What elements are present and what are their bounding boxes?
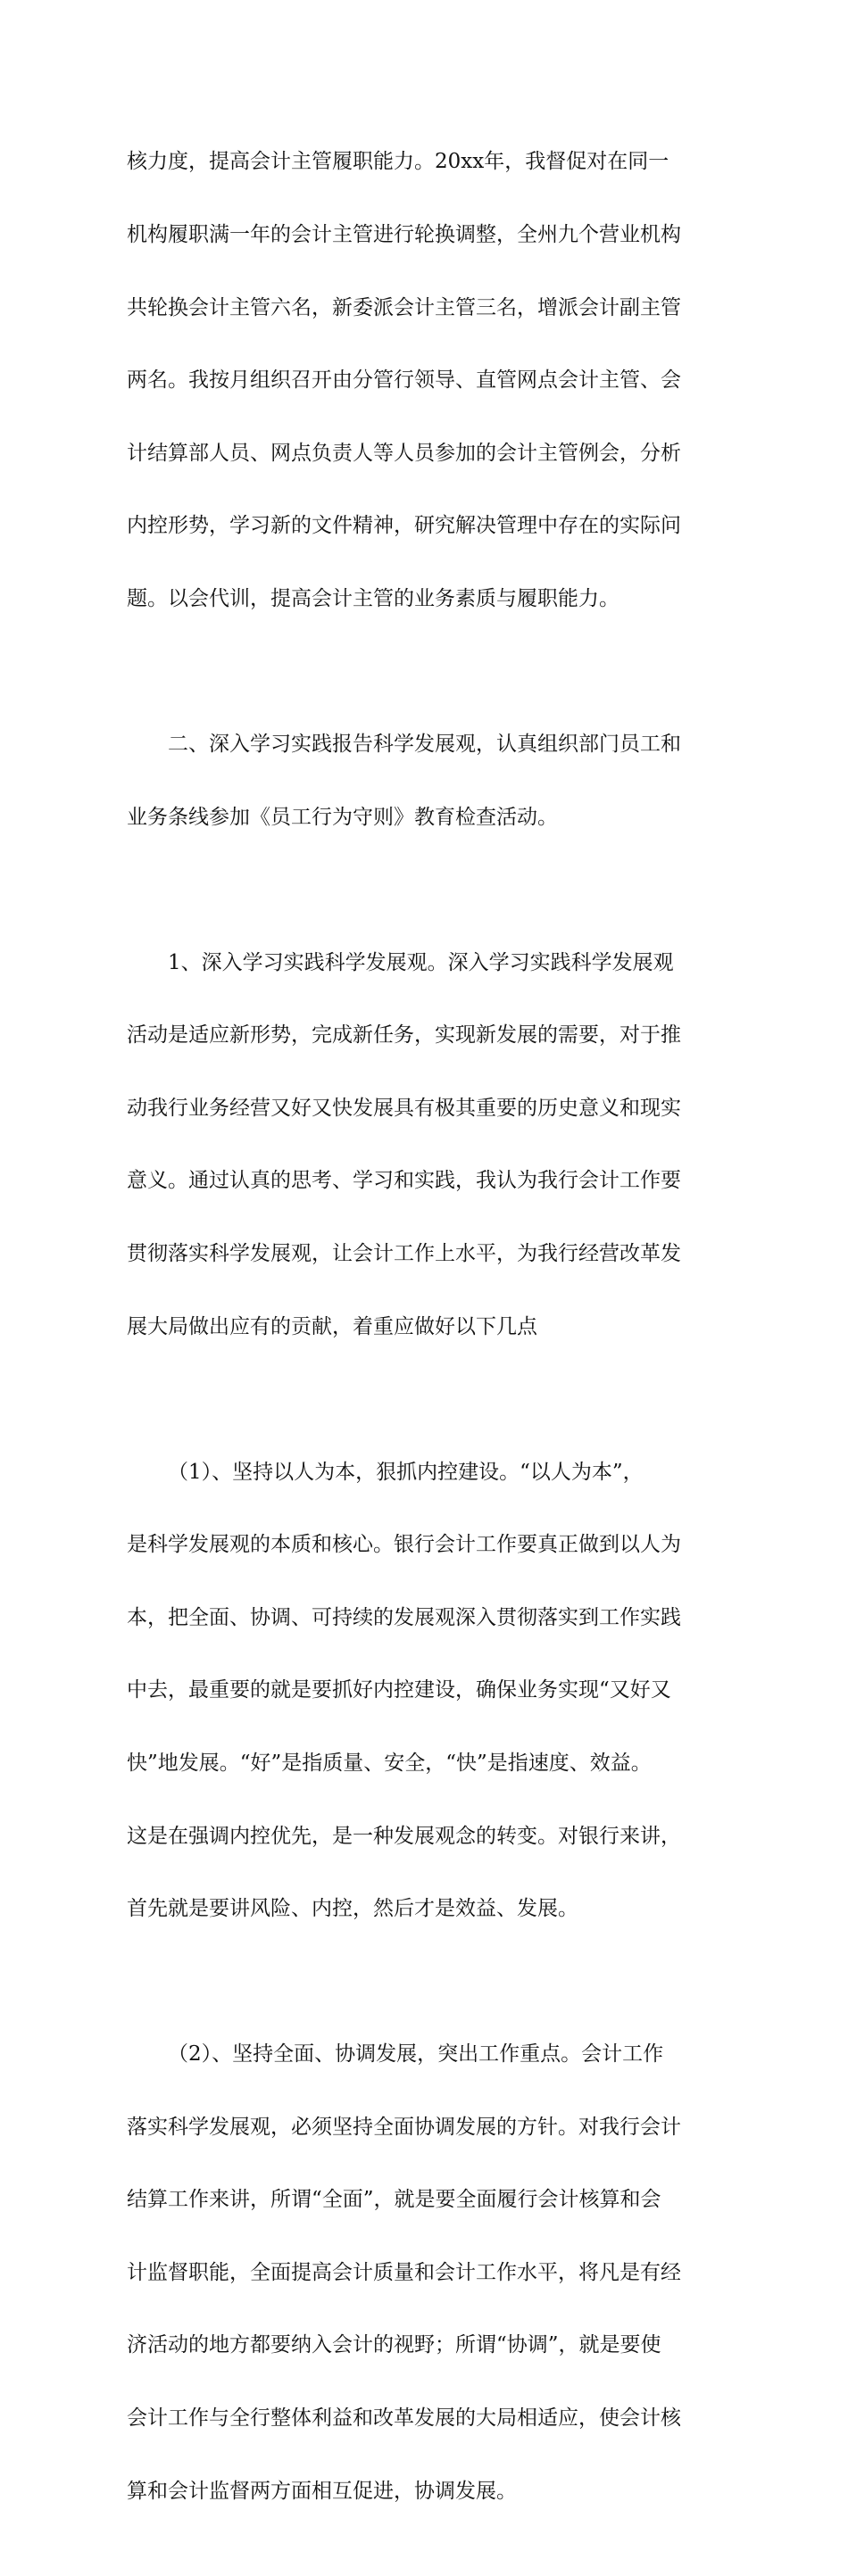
paragraph-subitem-two	[127, 1994, 734, 2553]
text-line: 首先就是要讲风险、内控，然后才是效益、发展。	[127, 1897, 578, 1921]
text-line: 1、深入学习实践科学发展观。深入学习实践科学发展观	[168, 950, 674, 974]
text-line: 题。以会代训，提高会计主管的业务素质与履职能力。	[127, 586, 619, 610]
text-line: 共轮换会计主管六名，新委派会计主管三名，增派会计副主管	[127, 295, 681, 319]
text-line: 两名。我按月组织召开由分管行领导、直管网点会计主管、会	[127, 369, 681, 393]
text-line: 二、深入学习实践报告科学发展观，认真组织部门员工和	[168, 732, 681, 756]
text-line: 业务条线参加《员工行为守则》教育检查活动。	[127, 805, 558, 829]
text-line: 意义。通过认真的思考、学习和实践，我认为我行会计工作要	[127, 1169, 681, 1193]
text-line: 动我行业务经营又好又快发展具有极其重要的历史意义和现实	[127, 1096, 681, 1120]
text-line: 算和会计监督两方面相互促进，协调发展。	[127, 2479, 517, 2503]
text-line: 计结算部人员、网点负责人等人员参加的会计主管例会，分析	[127, 441, 681, 465]
text-line: （2）、坚持全面、协调发展，突出工作重点。会计工作	[168, 2042, 664, 2067]
text-line: 快”地发展。“好”是指质量、安全，“快”是指速度、效益。	[127, 1751, 652, 1775]
text-line: 落实科学发展观，必须坚持全面协调发展的方针。对我行会计	[127, 2115, 681, 2139]
text-line: 中去，最重要的就是要抓好内控建设，确保业务实现“又好又	[127, 1678, 671, 1702]
text-line: 活动是适应新形势，完成新任务，实现新发展的需要，对于推	[127, 1023, 681, 1048]
text-line: （1）、坚持以人为本，狠抓内控建设。“以人为本”，	[168, 1460, 644, 1484]
text-line: 这是在强调内控优先，是一种发展观念的转变。对银行来讲，	[127, 1824, 681, 1848]
text-line: 内控形势，学习新的文件精神，研究解决管理中存在的实际问	[127, 514, 681, 538]
text-line: 结算工作来讲，所谓“全面”，就是要全面履行会计核算和会	[127, 2188, 661, 2212]
text-line: 济活动的地方都要纳入会计的视野；所谓“协调”，就是要使	[127, 2333, 661, 2357]
text-line: 机构履职满一年的会计主管进行轮换调整，全州九个营业机构	[127, 223, 681, 246]
paragraph-item-one	[127, 902, 734, 1387]
document-body	[127, 102, 734, 2576]
text-line: 展大局做出应有的贡献，着重应做好以下几点	[127, 1314, 537, 1338]
text-line: 计监督职能，全面提高会计质量和会计工作水平，将凡是有经	[127, 2260, 681, 2284]
text-line: 核力度，提高会计主管履职能力。20xx年，我督促对在同一	[127, 150, 669, 174]
text-line: 是科学发展观的本质和核心。银行会计工作要真正做到以人为	[127, 1533, 681, 1557]
paragraph-accounting-supervisors	[127, 102, 734, 660]
paragraph-subitem-one	[127, 1412, 734, 1970]
paragraph-section-two-heading	[127, 684, 734, 879]
text-line: 贯彻落实科学发展观，让会计工作上水平，为我行经营改革发	[127, 1241, 681, 1265]
text-line: 本，把全面、协调、可持续的发展观深入贯彻落实到工作实践	[127, 1605, 681, 1629]
text-line: 会计工作与全行整体利益和改革发展的大局相适应，使会计核	[127, 2406, 681, 2431]
